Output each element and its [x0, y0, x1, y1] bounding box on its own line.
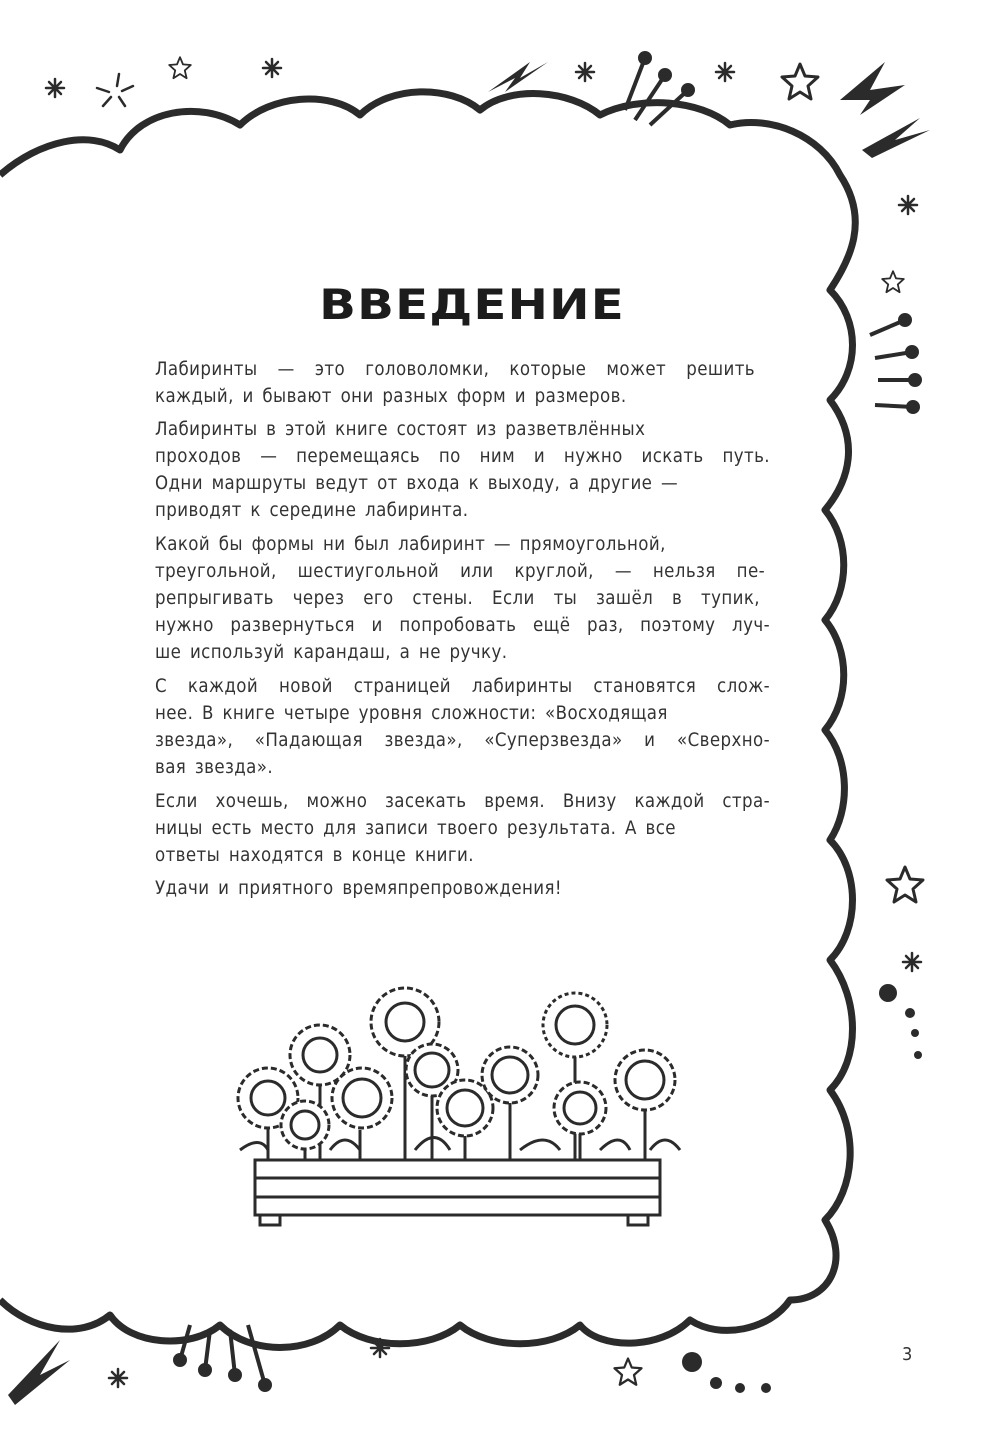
text-line: Лабиринты в этой книге состоят из разветвлённых — [155, 419, 646, 440]
text-line: приводят к середине лабиринта. — [155, 500, 469, 521]
page-title: ВВЕДЕНИЕ — [319, 280, 625, 329]
flowers — [238, 988, 675, 1149]
text-line: нужно развернуться и попробовать ещё раз, поэтому луч- — [155, 615, 770, 636]
flower-planter-illustration — [238, 988, 680, 1225]
text-line: нее. В книге четыре уровня сложности: «Восходящая — [155, 703, 668, 724]
text-line: Лабиринты — это головоломки, которые может решить — [155, 359, 755, 380]
text-line: треугольной, шестиугольной или круглой, — нельзя пе- — [155, 561, 765, 582]
text-line: вая звезда». — [155, 757, 274, 778]
text-line: Одни маршруты ведут от входа к выходу, а другие — — [155, 473, 679, 494]
page-number: 3 — [902, 1344, 913, 1365]
text-line: репрыгивать через его стены. Если ты зашёл в тупик, — [155, 588, 760, 609]
text-line: проходов — перемещаясь по ним и нужно искать путь. — [155, 446, 770, 467]
text-line: ницы есть место для записи твоего результата. А все — [155, 818, 676, 839]
text-line: Удачи и приятного времяпрепровождения! — [155, 878, 562, 899]
text-line: звезда», «Падающая звезда», «Суперзвезда» и «Сверхно- — [155, 730, 770, 751]
planter-box — [255, 1160, 660, 1225]
text-line: Если хочешь, можно засекать время. Внизу каждой стра- — [155, 791, 770, 812]
text-line: С каждой новой страницей лабиринты становятся слож- — [155, 676, 770, 697]
text-line: Какой бы формы ни был лабиринт — прямоугольной, — [155, 534, 666, 555]
text-line: ответы находятся в конце книги. — [155, 845, 474, 866]
text-line: каждый, и бывают они разных форм и размеров. — [155, 386, 627, 407]
text-line: ше используй карандаш, а не ручку. — [155, 642, 508, 663]
